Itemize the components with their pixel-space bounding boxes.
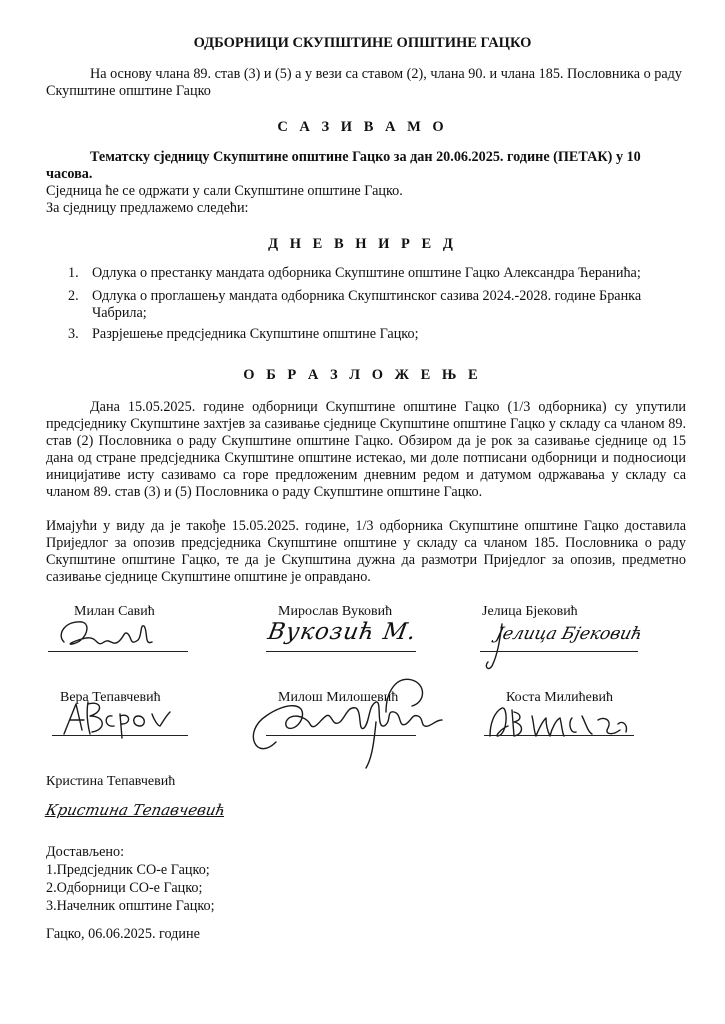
explanation-paragraph: Дана 15.05.2025. године одборници Скупштине општине Гацко (1/3 одборника) су упутили предсједнику Скупштине захтјев за сазивање сједнице Скупштине општине Гацко у складу са чланом 89. став (2) Пословника о раду Скупштине општине Гацко. Обзиром да је рок за сазивање сједнице од 15 дана од стране предсједника Скупштине општине истекао, ми доле потписани одборници и подносиоци иницијативе исту сазивамо са горе предложеним дневним редом и датумом одржавања у складу са чланом 89. став (3) и (5) Пословника о раду Скупштине општине Гацко. bbox=[46, 399, 686, 500]
explanation-paragraph: Имајући у виду да је такође 15.05.2025. године, 1/3 одборника Скупштине општине Гацко доставила Приједлог за опозив предсједника Скупштине општине у складу са чланом 185. Пословника о раду Скупштине општине Гацко, те да је Скупштина дужна да размотри Приједлог за опозив, предметно сазивање сједнице Скупштине општине је оправдано. bbox=[46, 518, 686, 585]
agenda-item-text: Разрјешење предсједника Скупштине општине Гацко; bbox=[92, 326, 419, 342]
intro-paragraph: На основу члана 89. став (3) и (5) а у вези са ставом (2), члана 90. и члана 185. Пословника о раду Скупштине општине Гацко bbox=[46, 66, 682, 99]
delivery-item: 2.Одборници СО-е Гацко; bbox=[46, 880, 203, 896]
agenda-item-text: Одлука о проглашењу мандата одборника Скупштинског сазива 2024.-2028. године Бранка Чабрила; bbox=[92, 288, 642, 321]
signature-line bbox=[484, 735, 634, 736]
delivery-heading: Достављено: bbox=[46, 844, 125, 860]
agenda-item-text: Одлука о престанку мандата одборника Скупштине општине Гацко Александра Ћеранића; bbox=[92, 265, 641, 281]
delivery-item: 1.Предсједник СО-е Гацко; bbox=[46, 862, 210, 878]
signature-image bbox=[484, 700, 634, 746]
session-statement: Тематску сједницу Скупштине општине Гацко за дан 20.06.2025. године (ПЕТАК) у 10 часова. bbox=[46, 149, 641, 182]
agenda-heading: Д Н Е В Н И Р Е Д bbox=[268, 236, 457, 252]
signature-line bbox=[48, 651, 188, 652]
signatory-name: Кристина Тепавчевић bbox=[46, 774, 176, 789]
signature-line bbox=[480, 651, 638, 652]
signature-image: Јелица Бјековић bbox=[493, 624, 645, 644]
signature-line bbox=[52, 735, 188, 736]
agenda-item bbox=[46, 265, 686, 282]
explanation-heading: О Б Р А З Л О Ж Е Њ Е bbox=[243, 367, 482, 383]
signature-line bbox=[266, 735, 416, 736]
session-location: Сједница ће се одржати у сали Скупштине општине Гацко. bbox=[46, 183, 403, 199]
signature-line bbox=[266, 651, 416, 652]
signatory-name: Милан Савић bbox=[74, 604, 155, 619]
agenda-item bbox=[46, 326, 686, 343]
delivery-item: 3.Начелник општине Гацко; bbox=[46, 898, 215, 914]
agenda-list bbox=[46, 265, 686, 349]
signatory-name: Коста Милићевић bbox=[506, 690, 613, 705]
signatory-name: Милош Милошевић bbox=[278, 690, 399, 705]
agenda-item-number: 3. bbox=[68, 326, 79, 342]
agenda-proposal: За сједницу предлажемо следећи: bbox=[46, 200, 249, 216]
signatory-name: Мирослав Вуковић bbox=[278, 604, 393, 619]
place-date: Гацко, 06.06.2025. године bbox=[46, 926, 200, 942]
signatory-name: Вера Тепавчевић bbox=[60, 690, 161, 705]
agenda-item-number: 1. bbox=[68, 265, 79, 281]
document-title: ОДБОРНИЦИ СКУПШТИНЕ ОПШТИНЕ ГАЦКО bbox=[193, 35, 532, 51]
signature-image: Вукозић М. bbox=[265, 619, 419, 645]
agenda-item-number: 2. bbox=[68, 288, 79, 304]
signatory-name: Јелица Бјековић bbox=[482, 604, 578, 619]
signature-image: Кристина Тепавчевић bbox=[44, 801, 228, 819]
agenda-item bbox=[46, 288, 686, 322]
signature-image bbox=[480, 618, 510, 674]
signature-image bbox=[236, 672, 456, 772]
convocation-heading: С А З И В А М О bbox=[277, 119, 448, 135]
delivery-block bbox=[46, 843, 446, 915]
